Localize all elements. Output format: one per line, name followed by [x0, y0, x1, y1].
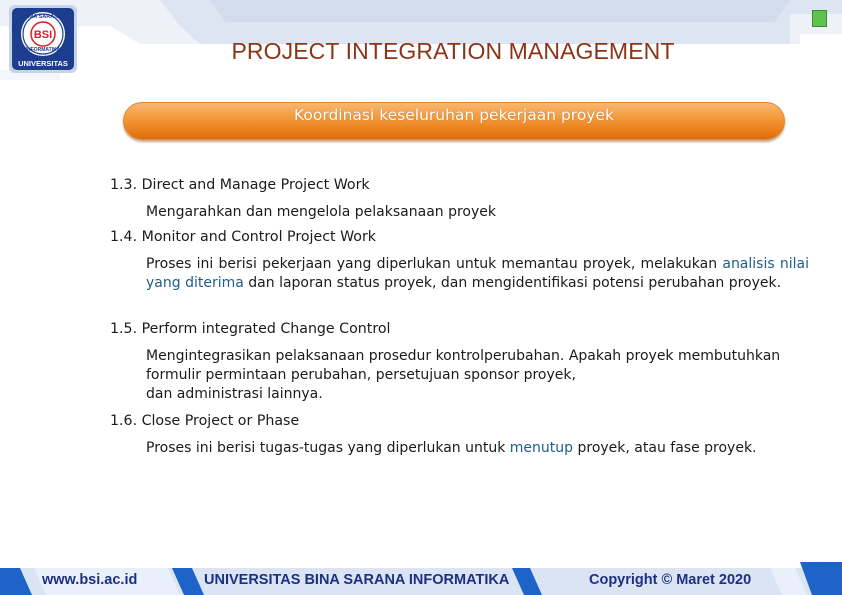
item-description-1-5-line-2: formulir permintaan perubahan, persetujuan sponsor proyek,: [146, 367, 576, 383]
item-description-1-4: [146, 255, 809, 293]
item-description-1-6-text-b: proyek, atau fase proyek.: [573, 440, 757, 456]
highlight-menutup: menutup: [509, 440, 574, 456]
item-description-1-6-text-a: Proses ini berisi tugas-tugas yang diperlukan untuk: [146, 440, 510, 456]
item-heading-1-5: 1.5. Perform integrated Change Control: [110, 321, 391, 337]
item-heading-1-4: 1.4. Monitor and Control Project Work: [110, 229, 376, 245]
highlight-analisis-nilai: analisis nilai yang diterima: [146, 256, 810, 291]
footer-website: www.bsi.ac.id: [42, 572, 138, 588]
item-heading-1-6: 1.6. Close Project or Phase: [110, 413, 300, 429]
subtitle-banner: [123, 102, 785, 140]
subtitle-banner-text: Koordinasi keseluruhan pekerjaan proyek: [293, 106, 614, 124]
svg-text:BSI: BSI: [33, 29, 53, 41]
item-description-1-4-text-b: dan laporan status proyek, dan mengidentifikasi potensi perubahan proyek.: [243, 275, 782, 291]
item-description-1-6: [146, 439, 809, 458]
footer-copyright: Copyright © Maret 2020: [589, 572, 752, 588]
logo-banner-text: UNIVERSITAS: [18, 59, 68, 68]
item-description-1-4-text-a: Proses ini berisi pekerjaan yang diperlukan untuk memantau proyek, melakukan: [146, 256, 723, 272]
footer-university-name: UNIVERSITAS BINA SARANA INFORMATIKA: [204, 572, 510, 588]
item-description-1-5-line-1: Mengintegrasikan pelaksanaan prosedur kontrolperubahan. Apakah proyek membutuhkan: [146, 348, 781, 364]
logo-top-text: BINA SARANA: [23, 14, 63, 20]
item-heading-1-3: 1.3. Direct and Manage Project Work: [110, 177, 370, 193]
logo-bottom-text: INFORMATIKA: [25, 47, 61, 53]
footer: [0, 562, 842, 595]
item-description-1-3: Mengarahkan dan mengelola pelaksanaan proyek: [146, 204, 496, 220]
item-description-1-5-line-3: dan administrasi lainnya.: [146, 386, 323, 402]
green-square-icon: [812, 10, 827, 27]
page-title: PROJECT INTEGRATION MANAGEMENT: [231, 38, 675, 64]
